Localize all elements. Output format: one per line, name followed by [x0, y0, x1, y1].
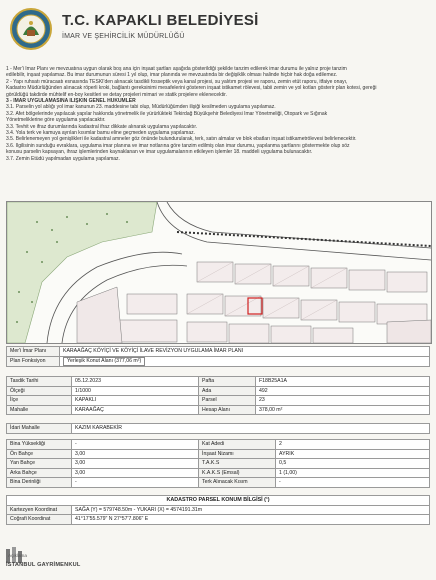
cell-label: Kartezyen Koordinat	[7, 505, 72, 515]
cell-label: İnşaat Nizamı	[199, 449, 276, 459]
cell-label: Mahalle	[7, 405, 72, 415]
plan-value: KARAAĞAÇ KÖYİÇİ VE KÖYİÇİ İLAVE REVİZYON UYGULAMA İMAR PLANI	[60, 347, 430, 357]
table-row	[7, 386, 430, 396]
kadastro-title: KADASTRO PARSEL KONUM BİLGİSİ (¹)	[7, 496, 430, 506]
cell-value: 1/1000	[72, 386, 199, 396]
notes-section	[6, 66, 430, 162]
zoning-map	[6, 201, 432, 344]
municipality-seal	[10, 8, 52, 50]
cell-value: 41°17'55.579" N 27°57'7.806" E	[72, 515, 430, 525]
note-line: Kadastro Müdürlüğünden alınacak röperli kroki, bağlantı gereksinimi mesafelerini gösteren inşaat istikamet rölevesi, tabii zemin ve yol kotları gösterir plan kotesi, gereği	[6, 85, 377, 92]
note-line: 2 - Yapı ruhsatı müracaatı esnasında TESKİ'den alınacak tasdikli fosseptik veya kanal projesi, su yalıtım projesi ve raporu, zemin etüt raporu, itfaiye onayı,	[6, 78, 348, 85]
cell-label: Ölçeği	[7, 386, 72, 396]
page-subtitle: İMAR VE ŞEHİRCİLİK MÜDÜRLÜĞÜ	[62, 33, 185, 40]
cell-label: Kat Adedi	[199, 440, 276, 450]
function-cell	[60, 356, 430, 366]
cell-value: KARAAĞAÇ	[72, 405, 199, 415]
cell-label: İlçe	[7, 396, 72, 406]
note-line: 1 - Mer'i İmar Planı ve mevzuatına uygun olarak boş ana için inşaat şartları aşağıda gösterildiği şekilde tanzim edilerek imar durumu ile yalnız proje tanzim	[6, 66, 347, 72]
kadastro-table	[6, 495, 430, 525]
table-row	[7, 377, 430, 387]
note-line: 3.5. Belirlenemeyen yol genişlikleri ile kadastral amneler göz önünde bulundurularak, terk, satın almalar ve blok ebatları inşaat istikametrölevesi belirlenecektir.	[6, 136, 357, 143]
table-row	[7, 505, 430, 515]
table-row	[7, 468, 430, 478]
cell-value: 0,5	[276, 459, 430, 469]
note-line: 3.6. İlgilisinin sunduğu evraklara, uygulama imar planına ve imar notlarına göre tanzim edilmiş olan imar durumu, yapılanma şartlarını göstermekte olup söz	[6, 142, 350, 149]
table-row	[7, 396, 430, 406]
watermark-text: İSTANBUL GAYRİMENKUL	[6, 562, 81, 568]
cell-label: T.A.K.S	[199, 459, 276, 469]
cell-label: K.A.K.S (Emsal)	[199, 468, 276, 478]
cell-value: 492	[256, 386, 430, 396]
street-label: İdari Mahalle	[7, 424, 72, 434]
cell-label: Yan Bahçe	[7, 459, 72, 469]
cell-value: 2	[276, 440, 430, 450]
plan-table	[6, 346, 430, 367]
table-row	[7, 449, 430, 459]
cell-value: 05.12.2023	[72, 377, 199, 387]
table-row	[7, 459, 430, 469]
cell-value: 23	[256, 396, 430, 406]
document-header	[0, 0, 436, 60]
cell-value: SAĞA (Y) = 579748.50m - YUKARI (X) = 4574191.31m	[72, 505, 430, 515]
note-line: görüldüğü takdirde mühtelif en-boy kesitleri ve detay projeleri mimari ve statik projelere eklenecektir.	[6, 91, 227, 98]
function-value: Yerleşik Konut Alanı (377,06 m²)	[63, 357, 145, 366]
table-row	[7, 440, 430, 450]
table-row	[7, 478, 430, 488]
table-row	[7, 405, 430, 415]
cell-value: 1 (1,00)	[276, 468, 430, 478]
note-line: 3.1. Parselin yol ablığı yol imar kanunun 23. maddesine tabi olup, Müdürlüğümden ilişiği kesilmeden uygulama yapılamaz.	[6, 104, 276, 111]
cell-label: Terk Alınacak Kısım	[199, 478, 276, 488]
cell-value: 3,00	[72, 459, 199, 469]
function-label: Plan Fonksiyon	[7, 356, 60, 366]
zoning-map-drawing	[7, 202, 431, 343]
cell-value: AYRIK	[276, 449, 430, 459]
cell-value: F18B25A1A	[256, 377, 430, 387]
cell-label: Bina Yüksekliği	[7, 440, 72, 450]
cell-value: 3,00	[72, 449, 199, 459]
note-line: konusu parselin kapsayan, ihraz işlemlerinden kaynaklanan ve imar uygulamalarının etkileyen işlemler 18. maddeli uygulama bulunacaktır.	[6, 149, 313, 156]
note-line: 3.4. Yola terk ve kamuya ayrılan kısımlar bamu eline geçmeden uygulama yapılamaz.	[6, 130, 195, 137]
cell-value: -	[276, 478, 430, 488]
cell-label: Ada	[199, 386, 256, 396]
cell-value: 378,00 m²	[256, 405, 430, 415]
note-line: Yönetmeliklerine göre uygulama yapılacaktır.	[6, 117, 106, 124]
cell-value: -	[72, 440, 199, 450]
cell-label: Arka Bahçe	[7, 468, 72, 478]
street-table	[6, 423, 430, 434]
cell-label: Hesap Alanı	[199, 405, 256, 415]
cell-label: Bina Derinliği	[7, 478, 72, 488]
table-row	[7, 515, 430, 525]
cell-value: -	[72, 478, 199, 488]
cell-label: Pafta	[199, 377, 256, 387]
plan-label: Mer'i İmar Planı	[7, 347, 60, 357]
parcel-table	[6, 376, 430, 415]
cell-label: Ön Bahçe	[7, 449, 72, 459]
street-value: KAZIM KARABEKİR	[72, 424, 430, 434]
cell-value: KAPAKLI	[72, 396, 199, 406]
cell-value: 3,00	[72, 468, 199, 478]
cell-label: Tasdik Tarihi	[7, 377, 72, 387]
note-line: 3.7. Zemin Etüdü yapılmadan uygulama yapılamaz.	[6, 155, 120, 162]
note-line: 3.2. Afet bölgelerinde yapılacak yapılar hakkında yönetmelik ile yürürlükteki Tekirdağ Büyükşehir Belediyesi İmar Yönetmeliği, Otopark ve Sığınak	[6, 110, 328, 117]
note-line: edilebilir, inşaat yapılamaz. Bu imar durumunun süresi 1 yıl olup, imar planında ve mevzuatında bir değişiklik olması halinde hiçbir hak doğa edilemez.	[6, 72, 338, 79]
cell-label: Parsel	[199, 396, 256, 406]
building-table	[6, 439, 430, 488]
page-title: T.C. KAPAKLI BELEDİYESİ	[62, 12, 259, 29]
cell-label: Coğrafi Koordinat	[7, 515, 72, 525]
note-line: 3.3. Tevhit ve ifraz durumlarında kadastral ifraz dikkate alınarak uygulama yapılacaktır.	[6, 123, 198, 130]
watermark-sub: Açıklama	[8, 553, 27, 558]
note-line: 3 - İMAR UYGULAMASINA İLİŞKİN GENEL HÜKÜMLER	[6, 98, 136, 105]
